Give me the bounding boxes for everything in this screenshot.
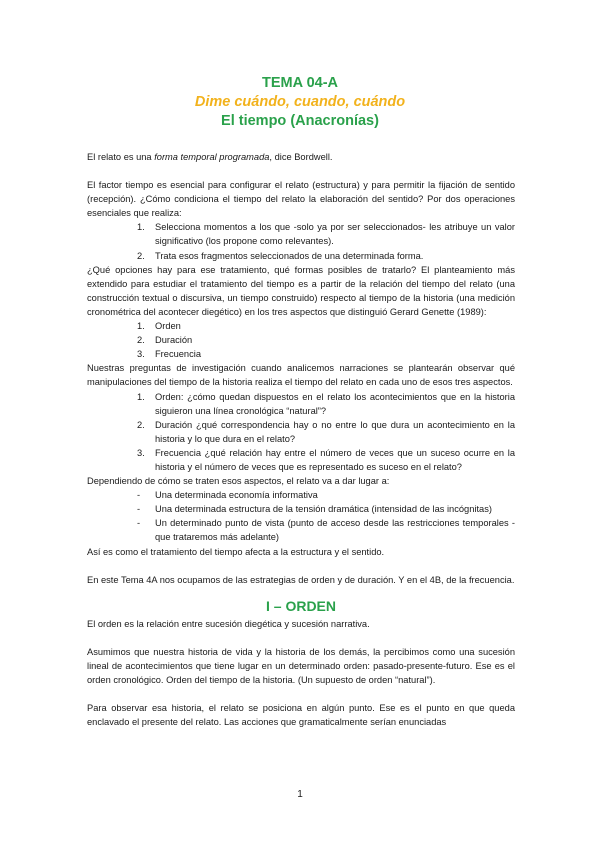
list-marker: - <box>137 490 141 501</box>
list-marker: 1. <box>137 222 145 233</box>
list-text: Un determinado punto de vista (punto de acceso desde las restricciones temporales -que trataremos más adelante) <box>155 518 515 543</box>
page-number: 1 <box>297 789 303 800</box>
list-marker: 1. <box>137 391 145 402</box>
intro-pre: El relato es una <box>87 152 155 162</box>
list-marker: 1. <box>137 321 145 332</box>
paragraph-2: ¿Qué opciones hay para ese tratamiento, qué formas posibles de tratarlo? El planteamiento más extendido para estudiar el tratamiento del tiempo es a partir de la relación del tiempo del relato (una construcción textual o discursiva, un tiempo construido) respecto al tiempo de la historia (una medición cronométrica del acontecer diegético) en los tres aspectos que distinguió Gerard Genette (1989): <box>87 264 515 317</box>
list-text: Frecuencia ¿qué relación hay entre el número de veces que un suceso ocurre en la historia y el número de veces que es representado es suceso en el relato? <box>155 447 515 472</box>
list-item <box>87 347 515 361</box>
paragraph-7: El orden es la relación entre sucesión diegética y sucesión narrativa. <box>87 618 370 629</box>
list-text: Orden: ¿cómo quedan dispuestos en el relato los acontecimientos que en la historia siguieron una línea cronológica “natural”? <box>155 391 515 416</box>
paragraph-1: El factor tiempo es esencial para configurar el relato (estructura) y para permitir la fijación de sentido (recepción). ¿Cómo condiciona el tiempo del relato la elaboración del sentido? Por dos operaciones esenciales que realiza: <box>87 180 515 219</box>
list-item <box>87 418 515 446</box>
list-item <box>87 488 515 502</box>
list-item <box>87 319 515 333</box>
list-marker: - <box>137 518 141 529</box>
list-item <box>87 249 515 263</box>
list-text: Orden <box>155 321 181 332</box>
list-item <box>87 502 515 516</box>
list-aspects <box>87 319 515 361</box>
list-marker: 3. <box>137 349 145 360</box>
list-item <box>87 333 515 347</box>
list-item <box>87 390 515 418</box>
list-text: Duración ¿qué correspondencia hay o no entre lo que dura un acontecimiento en la historia y lo que dura en el relato? <box>155 419 515 444</box>
list-text: Trata esos fragmentos seleccionados de una determinada forma. <box>155 250 424 261</box>
paragraph-9: Para observar esa historia, el relato se posiciona en algún punto. Ese es el punto en que queda enclavado el presente del relato. Las acciones que gramaticalmente serían enunciadas <box>87 703 515 728</box>
paragraph-3: Nuestras preguntas de investigación cuando analicemos narraciones se plantearán observar qué manipulaciones del tiempo de la historia realiza el tiempo del relato en cada uno de esos tres aspectos. <box>87 363 515 388</box>
list-item <box>87 220 515 248</box>
intro-post: , dice Bordwell. <box>269 152 333 162</box>
list-marker: 3. <box>137 447 145 458</box>
list-marker: 2. <box>137 250 145 261</box>
list-text: Una determinada economía informativa <box>155 490 318 501</box>
list-operations <box>87 220 515 262</box>
list-item <box>87 516 515 544</box>
paragraph-6: En este Tema 4A nos ocupamos de las estrategias de orden y de duración. Y en el 4B, de la frecuencia. <box>87 574 515 585</box>
list-text: Selecciona momentos a los que -solo ya por ser seleccionados- les atribuye un valor significativo (los propone como relevantes). <box>155 222 515 247</box>
topic-title: El tiempo (Anacronías) <box>221 113 379 129</box>
paragraph-8: Asumimos que nuestra historia de vida y la historia de los demás, la percibimos como una sucesión lineal de acontecimientos que tiene lugar en un determinado orden: pasado-presente-futuro. Ese es el orden cronológico. Orden del tiempo de la historia. (Un supuesto de orden “natural”). <box>87 646 515 685</box>
list-marker: 2. <box>137 419 145 430</box>
paragraph-5: Así es como el tratamiento del tiempo afecta a la estructura y el sentido. <box>87 546 385 557</box>
body-text <box>87 150 515 729</box>
list-marker: 2. <box>137 335 145 346</box>
list-marker: - <box>137 504 141 515</box>
list-questions <box>87 390 515 475</box>
list-text: Duración <box>155 335 193 346</box>
section-heading-orden: I – ORDEN <box>265 597 336 614</box>
intro-emphasis: forma temporal programada <box>154 152 270 162</box>
title-block <box>0 74 600 131</box>
list-text: Una determinada estructura de la tensión dramática (intensidad de las incógnitas) <box>155 504 492 515</box>
topic-number: TEMA 04-A <box>262 75 338 91</box>
list-effects <box>87 488 515 544</box>
paragraph-4: Dependiendo de cómo se traten esos aspectos, el relato va a dar lugar a: <box>87 476 390 487</box>
list-text: Frecuencia <box>155 349 201 360</box>
intro-paragraph <box>87 150 515 164</box>
topic-subtitle: Dime cuándo, cuando, cuándo <box>194 94 406 110</box>
list-item <box>87 446 515 474</box>
